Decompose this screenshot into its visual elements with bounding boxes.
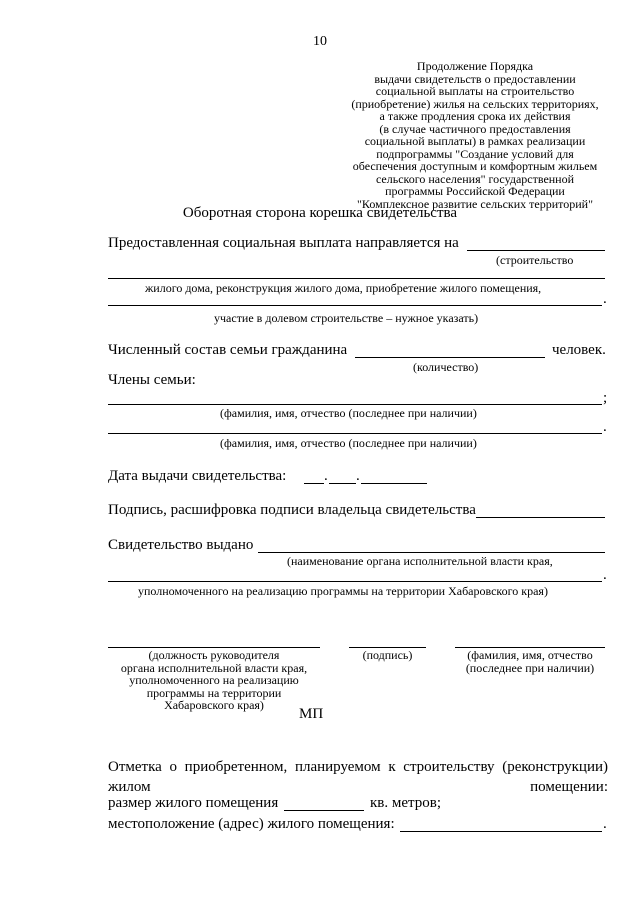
housing-size-field[interactable]: [284, 810, 364, 811]
issued-by-hint-1: (наименование органа исполнительной власти края,: [287, 554, 553, 568]
position-hint-line: (должность руководителя: [148, 648, 280, 662]
payment-label: Предоставленная социальная выплата направляется на: [108, 235, 459, 251]
housing-note: Отметка о приобретенном, планируемом к строительству (реконструкции) жилом помещении:: [108, 759, 608, 795]
issue-date-label: Дата выдачи свидетельства:: [108, 468, 287, 484]
family-size-field[interactable]: [355, 357, 545, 358]
family-member-period: .: [603, 419, 607, 435]
header-line: обеспечения доступным и комфортным жильем: [352, 159, 598, 173]
issued-by-field-2[interactable]: [108, 581, 602, 582]
position-hint-line: уполномоченного на реализацию: [129, 673, 299, 687]
name-hint-line: (последнее при наличии): [465, 660, 595, 675]
owner-signature-label: Подпись, расшифровка подписи владельца свидетельства: [108, 502, 476, 518]
family-members-label: Члены семьи:: [108, 372, 196, 388]
owner-signature-field[interactable]: [476, 517, 605, 518]
housing-address-field[interactable]: [400, 831, 602, 832]
position-hint-line: Хабаровского края): [164, 698, 264, 712]
payment-hint-1: (строительство: [496, 253, 574, 267]
page-number: 10: [313, 34, 327, 49]
position-hint-line: органа исполнительной власти края,: [120, 660, 308, 675]
payment-hint-2: жилого дома, реконструкция жилого дома, приобретение жилого помещения,: [145, 281, 542, 295]
header-line: (приобретение) жилья на сельских территориях,: [351, 96, 599, 111]
official-name-hint: [455, 649, 605, 674]
header-line: Продолжение Порядка: [416, 59, 534, 73]
housing-address-label: местоположение (адрес) жилого помещения:: [108, 816, 395, 832]
issue-day-field[interactable]: [304, 483, 324, 484]
header-line: "Комплексное развитие сельских территорий": [357, 196, 593, 211]
housing-address-period: .: [603, 816, 607, 832]
housing-size-label: размер жилого помещения: [108, 795, 279, 811]
document-title: Оборотная сторона корешка свидетельства: [182, 205, 458, 221]
family-size-hint: (количество): [413, 360, 479, 374]
family-member-field-2[interactable]: [108, 433, 602, 434]
header-line: (в случае частичного предоставления: [379, 121, 571, 136]
payment-field-3[interactable]: [108, 305, 602, 306]
header-line: подпрограммы "Создание условий для: [376, 146, 574, 161]
payment-hint-3: участие в долевом строительстве – нужное указать): [214, 311, 479, 325]
issue-date-dot: .: [356, 468, 360, 484]
stamp-place: МП: [299, 706, 324, 722]
document-header: [340, 60, 610, 210]
family-size-label: Численный состав семьи гражданина: [108, 342, 348, 358]
header-line: программы Российской Федерации: [385, 184, 565, 198]
official-signature-hint: [349, 649, 426, 662]
header-line: сельского населения" государственной: [375, 171, 575, 186]
issued-by-period: .: [603, 567, 607, 583]
official-position-hint: [108, 649, 320, 712]
issue-date-dot: .: [324, 468, 328, 484]
issue-year-field[interactable]: [361, 483, 427, 484]
payment-field-1[interactable]: [467, 250, 605, 251]
position-hint-line: программы на территории: [146, 685, 282, 700]
header-line: социальной выплаты на строительство: [375, 84, 575, 98]
name-hint-line: (фамилия, имя, отчество: [467, 648, 593, 662]
family-member-field-1[interactable]: [108, 404, 602, 405]
payment-period: .: [603, 291, 607, 307]
header-line: выдачи свидетельств о предоставлении: [374, 71, 576, 86]
housing-size-unit: кв. метров;: [370, 795, 442, 811]
family-size-suffix: человек.: [552, 342, 606, 358]
family-member-hint-2: (фамилия, имя, отчество (последнее при наличии): [220, 436, 477, 450]
header-line: а также продления срока их действия: [379, 109, 571, 123]
header-line: социальной выплаты) в рамках реализации: [364, 134, 586, 148]
family-member-semicolon: ;: [603, 390, 608, 406]
issue-month-field[interactable]: [329, 483, 356, 484]
signature-hint-line: (подпись): [362, 648, 413, 662]
family-member-hint-1: (фамилия, имя, отчество (последнее при наличии): [220, 406, 477, 420]
issued-by-hint-2: уполномоченного на реализацию программы на территории Хабаровского края): [138, 584, 548, 598]
issued-by-field-1[interactable]: [258, 552, 605, 553]
payment-field-2[interactable]: [108, 278, 605, 279]
issued-by-label: Свидетельство выдано: [108, 537, 254, 553]
